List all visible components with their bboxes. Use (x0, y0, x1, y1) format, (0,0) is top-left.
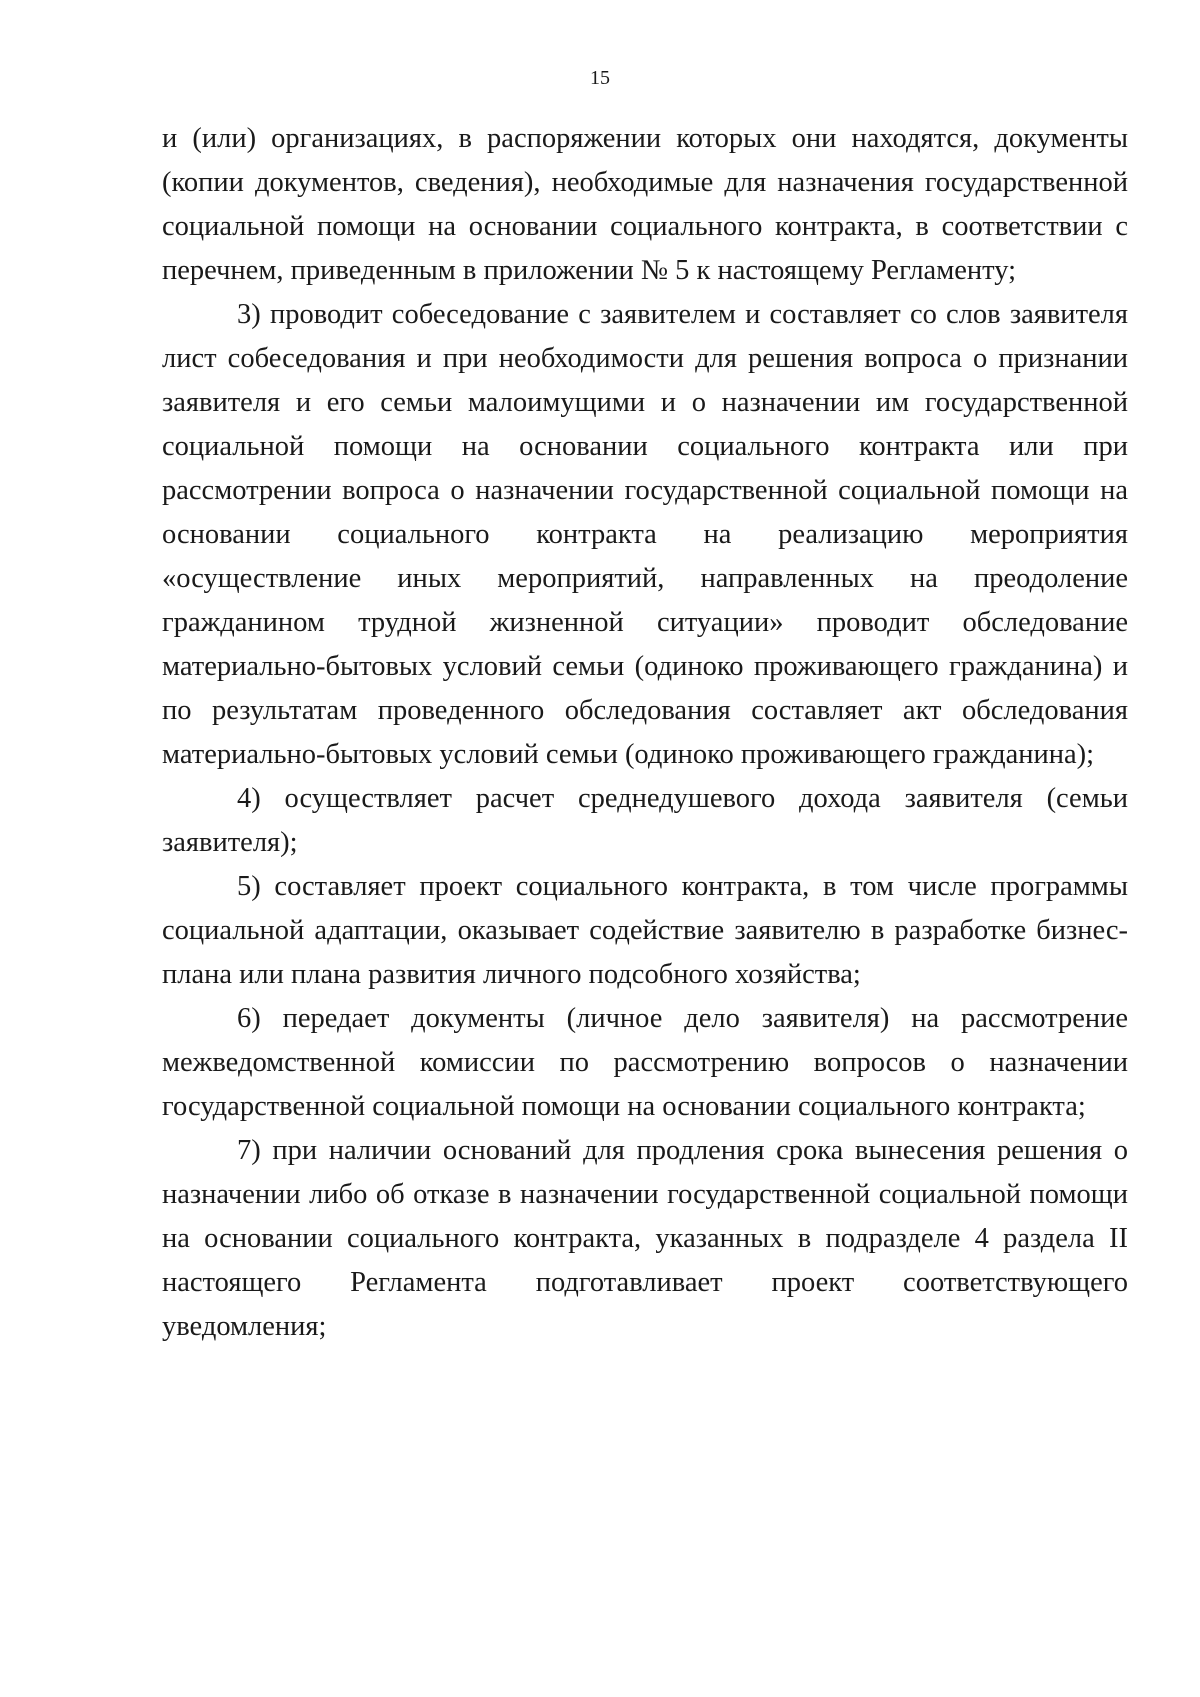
paragraph-continuation: и (или) организациях, в распоряжении которых они находятся, документы (копии документов, сведения), необходимые для назначения государственной социальной помощи на основании социального контракта, в соответствии с перечнем, приведенным в приложении № 5 к настоящему Регламенту; (162, 123, 1128, 286)
document-body (162, 117, 1128, 1349)
page-number: 15 (590, 67, 610, 89)
paragraph-item-5: 5) составляет проект социального контракта, в том числе программы социальной адаптации, оказывает содействие заявителю в разработке бизнес-плана или плана развития личного подсобного хозяйства; (162, 871, 1128, 990)
paragraph-item-3: 3) проводит собеседование с заявителем и составляет со слов заявителя лист собеседования и при необходимости для решения вопроса о признании заявителя и его семьи малоимущими и о назначении им государственной социальной помощи на основании социального контракта или при рассмотрении вопроса о назначении государственной социальной помощи на основании социального контракта на реализацию мероприятия «осуществление иных мероприятий, направленных на преодоление гражданином трудной жизненной ситуации» проводит обследование материально-бытовых условий семьи (одиноко проживающего гражданина) и по результатам проведенного обследования составляет акт обследования материально-бытовых условий семьи (одиноко проживающего гражданина); (162, 299, 1128, 770)
paragraph-item-6: 6) передает документы (личное дело заявителя) на рассмотрение межведомственной комиссии по рассмотрению вопросов о назначении государственной социальной помощи на основании социального контракта; (162, 1003, 1128, 1122)
paragraph-item-4: 4) осуществляет расчет среднедушевого дохода заявителя (семьи заявителя); (162, 783, 1128, 858)
paragraph-item-7: 7) при наличии оснований для продления срока вынесения решения о назначении либо об отказе в назначении государственной социальной помощи на основании социального контракта, указанных в подразделе 4 раздела II настоящего Регламента подготавливает проект соответствующего уведомления; (162, 1135, 1128, 1342)
